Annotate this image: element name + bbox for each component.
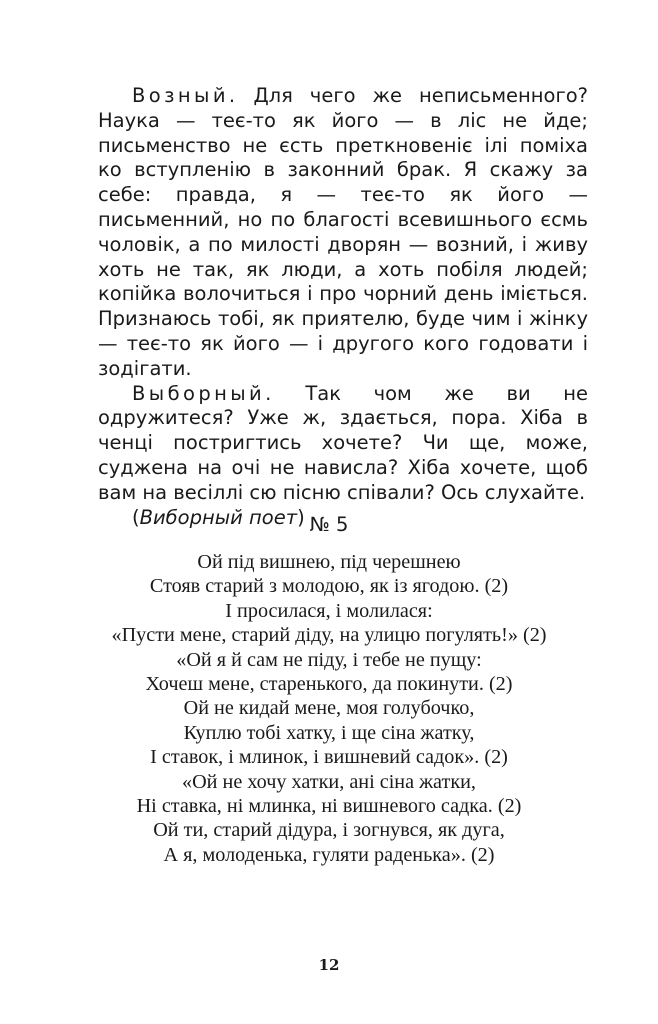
poem-line: Хочеш мене, старенького, да покинути. (2) (145, 673, 513, 696)
song-lyrics (0, 550, 658, 867)
stage-open-paren: ( (132, 505, 140, 529)
speaker-name: Выборный. (132, 381, 275, 405)
dialogue-text: Для чего же неписьменного? Наука — теє-то як його — в ліс не йде; письменство не єсть преткновеніє ілі поміха ко вступленію в законний брак. Я скажу за себе: правда, я — теє-то як його — письменний, но по благості всевишнього єсмь чоловік, а по милості дворян — возний, і живу хоть не так, як люди, а хоть побіля людей; копійка волочиться і про чорний день іміється. Признаюсь тобі, як приятелю, буде чим і жінку — теє-то як його — і другого кого годовати і зодігати. (98, 84, 588, 380)
poem-line: І ставок, і млинок, і вишневий садок». (2) (150, 746, 508, 769)
poem-line: Ой ти, старий дідура, і зогнувся, як дуга, (153, 819, 505, 842)
poem-line: Ой під вишнею, під черешнею (197, 551, 461, 573)
dialogue-text: Так чом же ви не одружитеся? Уже ж, здається, пора. Хіба в ченці постригтись хочете? Чи ще, може, суджена на очі не нависла? Хіба хочете, щоб вам на весіллі сю пісню співали? Ось слухайте. (98, 381, 588, 504)
poem-line: «Пусти мене, старий діду, на улицю погулять!» (2) (111, 624, 547, 647)
dialogue-paragraph-vozny (98, 84, 588, 382)
song-number: № 5 (309, 513, 349, 536)
poem-line: Ні ставка, ні млинка, ні вишневого садка. (2) (136, 795, 522, 818)
poem-line: «Ой я й сам не піду, і тебе не пущу: (176, 648, 482, 671)
poem-line: І просилася, і молилася: (225, 599, 433, 622)
poem-line: «Ой не хочу хатки, ані сіна жатки, (182, 770, 476, 793)
speaker-name: Возный. (132, 84, 239, 107)
poem-line: Стояв старий з молодою, як із ягодою. (2) (149, 575, 509, 598)
dialogue-paragraph-vyborny (98, 382, 588, 506)
poem-line: А я, молоденька, гуляти раденька». (2) (163, 843, 495, 866)
poem-line: Ой не кидай мене, моя голубочко, (183, 697, 475, 720)
prose-block (98, 84, 588, 530)
stage-close-paren: ) (297, 505, 305, 529)
page-number: 12 (318, 956, 340, 974)
poem-line: Куплю тобі хатку, і ще сіна жатку, (183, 721, 475, 744)
stage-direction-text: Виборный поет (139, 505, 298, 529)
